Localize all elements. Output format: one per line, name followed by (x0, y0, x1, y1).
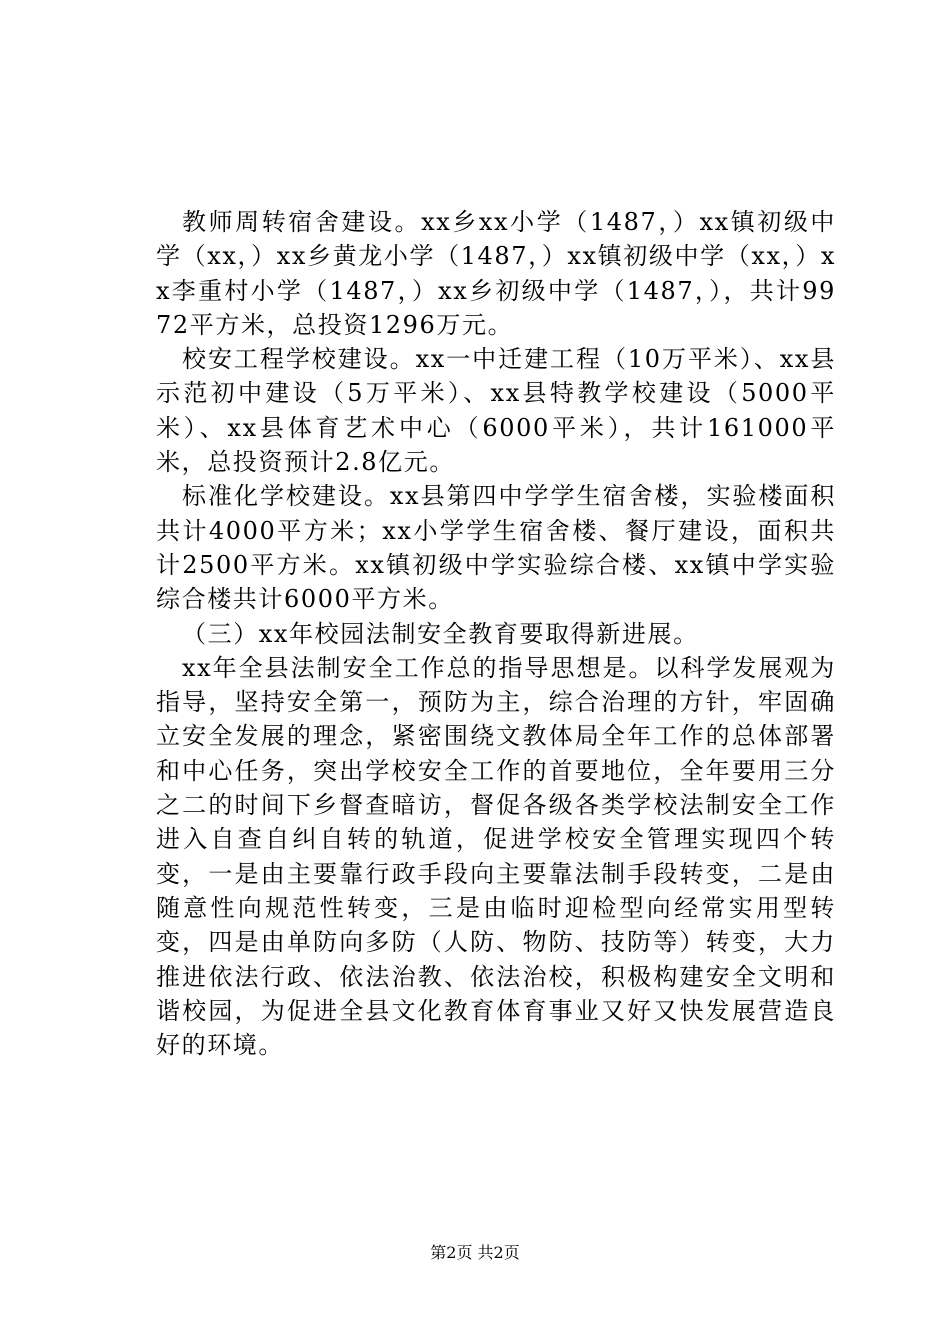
paragraph-teacher-dormitory: 教师周转宿舍建设。xx乡xx小学（1487，）xx镇初级中学（xx，）xx乡黄龙小学（1487，）xx镇初级中学（xx，）xx李重村小学（1487，）xx乡初级中学（1487，），共计9972平方米，总投资1296万元。 (156, 208, 836, 339)
paragraph-standardized-schools: 标准化学校建设。xx县第四中学学生宿舍楼，实验楼面积共计4000平方米；xx小学学生宿舍楼、餐厅建设，面积共计2500平方米。xx镇初级中学实验综合楼、xx镇中学实验综合楼共计6000平方米。 (156, 482, 836, 614)
paragraph-guiding-ideology: xx年全县法制安全工作总的指导思想是。以科学发展观为指导，坚持安全第一，预防为主，综合治理的方针，牢固确立安全发展的理念，紧密围绕文教体局全年工作的总体部署和中心任务，突出学校安全工作的首要地位，全年要用三分之二的时间下乡督查暗访，督促各级各类学校法制安全工作进入自查自纠自转的轨道，促进学校安全管理实现四个转变，一是由主要靠行政手段向主要靠法制手段转变，二是由随意性向规范性转变，三是由临时迎检型向经常实用型转变，四是由单防向多防（人防、物防、技防等）转变，大力推进依法行政、依法治教、依法治校，积极构建安全文明和谐校园，为促进全县文化教育体育事业又好又快发展营造良好的环境。 (156, 653, 836, 1060)
section-heading-legal-safety-education: （三）xx年校园法制安全教育要取得新进展。 (182, 619, 699, 648)
page-number-footer: 第2页 共2页 (430, 1243, 520, 1262)
paragraph-school-safety-projects: 校安工程学校建设。xx一中迁建工程（10万平米）、xx县示范初中建设（5万平米）、xx县特教学校建设（5000平米）、xx县体育艺术中心（6000平米），共计161000平米，总投资预计2.8亿元。 (156, 345, 836, 477)
document-body (156, 205, 836, 1062)
